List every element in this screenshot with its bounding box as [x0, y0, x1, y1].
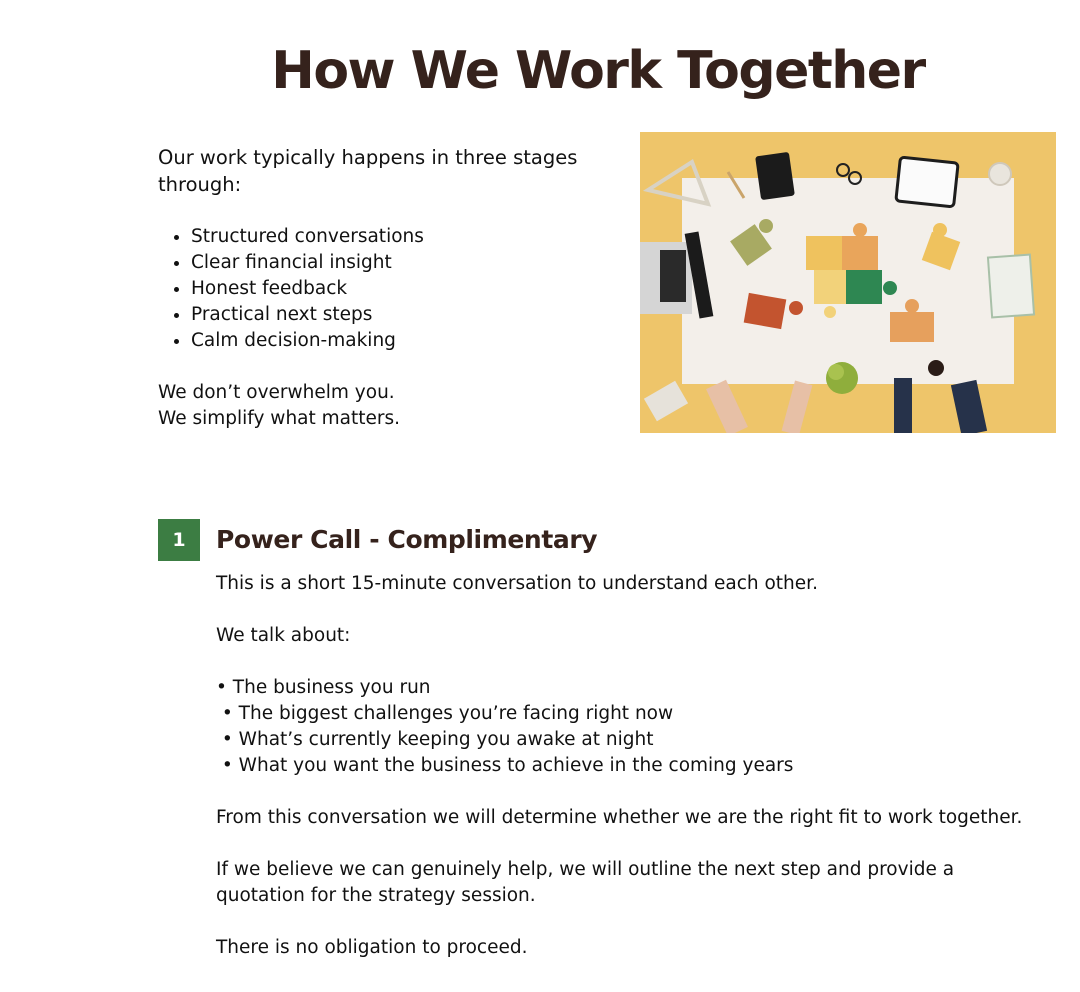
- fit-statement: From this conversation we will determine whether we are the right fit to work together.: [216, 807, 1023, 828]
- puzzle-illustration: [640, 132, 1056, 433]
- talk-label: We talk about:: [216, 625, 351, 646]
- stages-list: [158, 224, 618, 354]
- step-body: [216, 571, 1066, 961]
- list-item: • Practical next steps: [191, 302, 618, 328]
- list-item: • The business you run: [216, 677, 431, 698]
- list-item: • Clear financial insight: [191, 250, 618, 276]
- intro-closing: [158, 380, 618, 432]
- step-number-badge: 1: [158, 519, 200, 561]
- intro-lead: Our work typically happens in three stages through:: [158, 146, 578, 196]
- intro-section: [158, 144, 618, 432]
- step-title: Power Call - Complimentary: [216, 525, 598, 554]
- page-title: How We Work Together: [271, 41, 925, 101]
- step-intro: This is a short 15-minute conversation to understand each other.: [216, 573, 818, 594]
- list-item: • What you want the business to achieve in the coming years: [216, 755, 794, 776]
- teamwork-puzzle-photo: [640, 132, 1056, 433]
- list-item: • Honest feedback: [191, 276, 618, 302]
- obligation-statement: There is no obligation to proceed.: [216, 937, 528, 958]
- help-statement: If we believe we can genuinely help, we will outline the next step and provide a quotation for the strategy session.: [216, 859, 955, 906]
- list-item: • Calm decision-making: [191, 328, 618, 354]
- closing-line: We simplify what matters.: [158, 408, 401, 429]
- list-item: • The biggest challenges you’re facing right now: [216, 703, 674, 724]
- list-item: • What’s currently keeping you awake at night: [216, 729, 654, 750]
- closing-line: We don’t overwhelm you.: [158, 382, 395, 403]
- list-item: • Structured conversations: [191, 224, 618, 250]
